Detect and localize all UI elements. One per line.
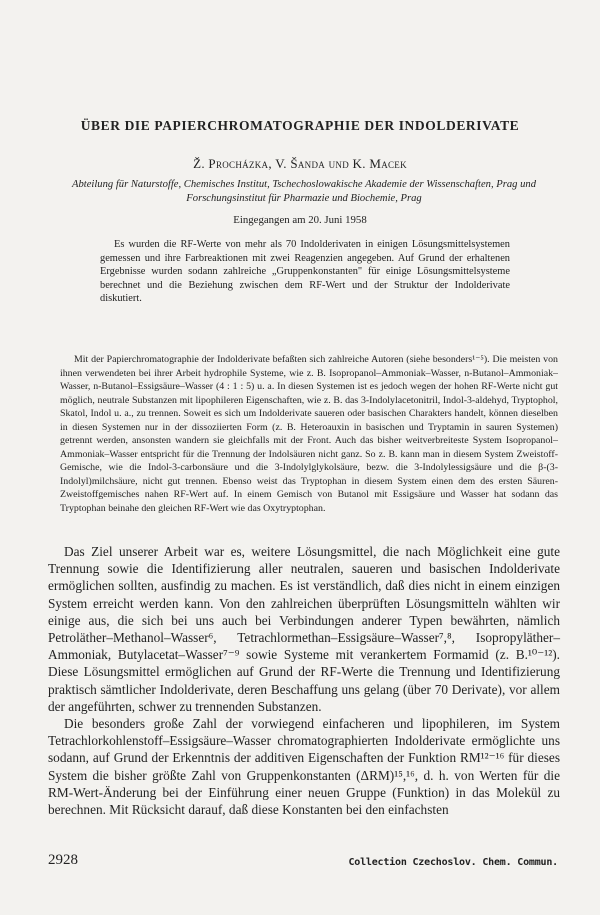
paper-title: ÜBER DIE PAPIERCHROMATOGRAPHIE DER INDOLDERIVATE [80,118,520,133]
intro-paragraph [60,353,558,515]
journal-name: Collection Czechoslov. Chem. Commun. [348,857,558,868]
intro-text: Mit der Papierchromatographie der Indolderivate befaßten sich zahlreiche Autoren (siehe besonders¹⁻⁵). Die meisten von ihnen verwendeten bei ihrer Arbeit hydrophile Systeme, wie z. B. Isopropanol–Ammoniak–Wasser, n-Butanol–Ammoniak–Wasser, n-Butanol–Essigsäure–Wasser (4 : 1 : 5) u. a. In diesen Systemen ist es jedoch wegen der hohen RF-Werte nicht gut möglich, neutrale Substanzen mit lipophileren Eigenschaften, wie z. B. das 3-Indolylacetonitril, Indol-3-aldehyd, Tryptophol, Skatol, Indol u. a., zu trennen. Soweit es sich um Indolderivate saueren oder basischen Charakters handelt, können dieselben in diesen Systemen nur in der dissoziierten Form (z. B. Heteroauxin in basischen und Tryptamin in sauren Systemen) getrennt werden, ansonsten wandern sie gleichfalls mit der Front. Auch das bisher weitverbreiteste System Isopropanol–Ammoniak–Wasser entspricht für die Trennung der Indolsäuren nicht ganz. So z. B. kann man in diesem System Zweistoff-Gemische, wie die Indol-3-carbonsäure und die 3-Indolylglykolsäure, bezw. die 3-Indolylessigsäure und die β-(3-Indolyl)milchsäure, nicht gut trennen. Ebenso weist das Tryptophan in diesem System einen dem des ersten Säuren-Zweistoffgemisches nahen RF-Wert auf. In einem Gemisch von Butanol mit Essigsäure und Wasser hat sodann das Tryptophan beinahe den gleichen RF-Wert wie das Oxytryptophan. [60,354,558,514]
body-paragraph-2: Die besonders große Zahl der vorwiegend einfacheren und lipophileren, im System Tetrachlorkohlenstoff–Essigsäure–Wasser chromatographierten Indolderivate ermöglichte uns sodann, auf Grund der Erkenntnis der additiven Eigenschaften der Funktion RM¹²⁻¹⁶ für dieses System die bisher größte Zahl von Gruppenkonstanten (ΔRM)¹⁵,¹⁶, d. h. von Werten für die RM-Wert-Änderung bei der Einführung einer neuen Gruppe (Funktion) in das Molekül zu berechnen. Mit Rücksicht darauf, daß diese Konstanten bei den einfachsten [48,716,560,818]
author-list: Ž. Procházka, V. Šanda und K. Macek [193,156,407,171]
abstract-text: Es wurden die RF-Werte von mehr als 70 Indolderivaten in einigen Lösungsmittelsystemen gemessen und ihre Farbreaktionen mit zwei Reagenzien angegeben. Auf Grund der erhaltenen Ergebnisse wurden sodann zahlreiche „Gruppenkonstanten" für einige Lösungsmittelsysteme berechnet und die Beziehung zwischen dem RF-Wert und der Struktur der Indolderivate diskutiert. [100,239,510,305]
abstract [100,238,510,306]
body-paragraph-1: Das Ziel unserer Arbeit war es, weitere Lösungsmittel, die nach Möglichkeit eine gute Trennung sowie die Identifizierung aller neutralen, saueren und basischen Indolderivate ermöglichen sollten, ausfindig zu machen. Es ist verständlich, daß dies nicht in einem einzigen System erreicht werden kann. Von den zahlreichen überprüften Lösungsmitteln wählten wir einige aus, die sich bei uns auch bei Verbindungen anderer Typen bewährten, nämlich Petroläther–Methanol–Wasser⁶, Tetrachlormethan–Essigsäure–Wasser⁷,⁸, Isopropyläther–Ammoniak, Butylacetat–Wasser⁷⁻⁹ sowie Systeme mit verankertem Formamid (z. B.¹⁰⁻¹²). Diese Lösungsmittel ermöglichen auf Grund der RF-Werte die Trennung und Identifizierung praktisch sämtlicher Indolderivate, deren Beschaffung uns gelang (über 70 Derivate), vor allem der angeführten, schwer zu trennenden Substanzen. [48,544,560,714]
main-text [48,543,560,818]
affiliation: Abteilung für Naturstoffe, Chemisches Institut, Tschechoslowakische Akademie der Wissenschaften, Prag und Forschungsinstitut für Pharmazie und Biochemie, Prag [71,179,537,204]
received-date: Eingegangen am 20. Juni 1958 [233,214,367,226]
page-number: 2928 [48,852,78,868]
